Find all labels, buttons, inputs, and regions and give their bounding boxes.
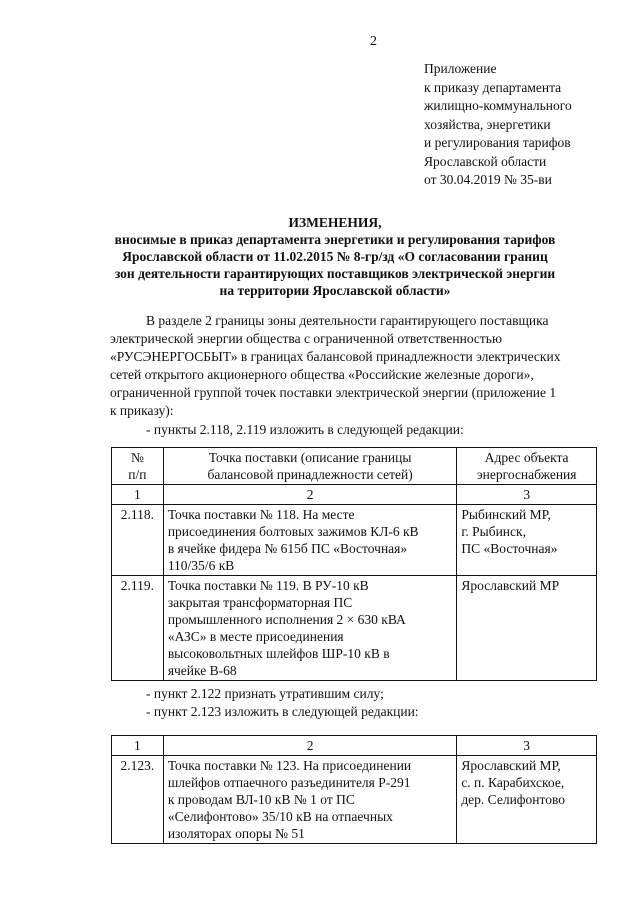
column-number-row [112,736,597,756]
cell-line: присоединения болтовых зажимов КЛ-6 кВ [167,524,419,539]
appendix-line: от 30.04.2019 № 35-ви [424,172,552,187]
header-text: № [130,450,144,465]
header-cell-num [112,448,164,485]
cell-line: Точка поставки № 118. На месте [167,507,355,522]
row-number: 2.123. [112,756,164,844]
cell-line: «АЗС» в месте присоединения [167,629,344,644]
point-description [163,505,457,576]
table-row [112,576,597,681]
paragraph-line: В разделе 2 границы зоны деятельности гарантирующего поставщика [146,313,549,328]
point-description [163,756,456,844]
appendix-line: хозяйства, энергетики [424,116,551,132]
object-address [457,576,597,681]
cell-line: дер. Селифонтово [461,792,566,807]
appendix-line: и регулирования тарифов [424,135,571,150]
title-heading: ИЗМЕНЕНИЯ, [288,215,382,230]
appendix-line: жилищно-коммунального [424,98,572,113]
appendix-line: Приложение [424,61,497,76]
title-line: вносимые в приказ департамента энергетики и регулирования тарифов [114,232,556,247]
table-header-row [112,448,597,485]
paragraph-line: к приказу): [110,403,174,418]
row-number: 2.118. [112,505,164,576]
body-paragraph [110,312,596,420]
column-number: 2 [163,485,457,505]
point-description [163,576,457,681]
row-number: 2.119. [112,576,164,681]
cell-line: к проводам ВЛ-10 кВ № 1 от ПС [167,792,355,807]
column-number: 3 [457,736,597,756]
paragraph-line: ограниченной группой точек поставки электрической энергии (приложение 1 [110,385,557,400]
cell-line: промышленного исполнения 2 × 630 кВА [167,612,406,627]
table-row [112,756,597,844]
column-number: 1 [112,736,164,756]
title-line: зон деятельности гарантирующих поставщиков электрической энергии [114,266,556,281]
cell-line: 110/35/6 кВ [167,558,235,573]
header-cell-address [457,448,597,485]
cell-line: г. Рыбинск, [461,524,526,539]
object-address [457,505,597,576]
cell-line: изоляторах опоры № 51 [167,826,305,841]
cell-line: высоковольтных шлейфов ШР-10 кВ в [167,646,390,661]
table-row [112,505,597,576]
delivery-points-table-2 [111,735,597,844]
paragraph-line: «РУСЭНЕРГОСБЫТ» в границах балансовой принадлежности электрических [110,349,561,364]
cell-line: Ярославский МР [461,578,560,593]
cell-line: Точка поставки № 123. На присоединении [167,758,412,773]
paragraph-line: электрической энергии общества с ограниченной ответственностью [110,331,503,346]
bullet-item: - пункт 2.123 изложить в следующей редакции: [146,704,419,719]
header-text: Адрес объекта [484,450,569,465]
cell-line: Точка поставки № 119. В РУ-10 кВ [167,578,369,593]
cell-line: Ярославский МР, [461,758,561,773]
cell-line: «Селифонтово» 35/10 кВ на отпаечных [167,809,393,824]
appendix-line: Ярославской области [424,153,547,169]
title-line: на территории Ярославской области» [219,283,451,298]
bullet-item: - пункт 2.122 признать утратившим силу; [146,686,384,701]
header-text: балансовой принадлежности сетей) [207,467,413,482]
column-number: 3 [457,485,597,505]
header-cell-point [163,448,457,485]
appendix-line: к приказу департамента [424,79,562,95]
header-text: энергоснабжения [476,467,577,482]
title-line: Ярославской области от 11.02.2015 № 8-гр/зд «О согласовании границ [122,249,548,264]
column-number-row [112,485,597,505]
column-number: 2 [163,736,456,756]
header-text: Точка поставки (описание границы [208,450,412,465]
header-text: п/п [128,467,147,482]
object-address [457,756,597,844]
cell-line: шлейфов отпаечного разъединителя Р-291 [167,775,411,790]
page-number: 2 [370,34,377,49]
cell-line: ячейке В-68 [167,663,237,678]
delivery-points-table-1 [111,447,597,681]
appendix-reference [424,60,572,190]
cell-line: с. п. Карабихское, [461,775,565,790]
document-title [100,214,570,299]
cell-line: Рыбинский МР, [461,507,551,522]
column-number: 1 [112,485,164,505]
paragraph-line: сетей открытого акционерного общества «Российские железные дороги», [110,367,534,382]
bullet-item: - пункты 2.118, 2.119 изложить в следующей редакции: [146,422,464,437]
cell-line: в ячейке фидера № 615б ПС «Восточная» [167,541,408,556]
cell-line: закрытая трансформаторная ПС [167,595,353,610]
cell-line: ПС «Восточная» [461,541,558,556]
